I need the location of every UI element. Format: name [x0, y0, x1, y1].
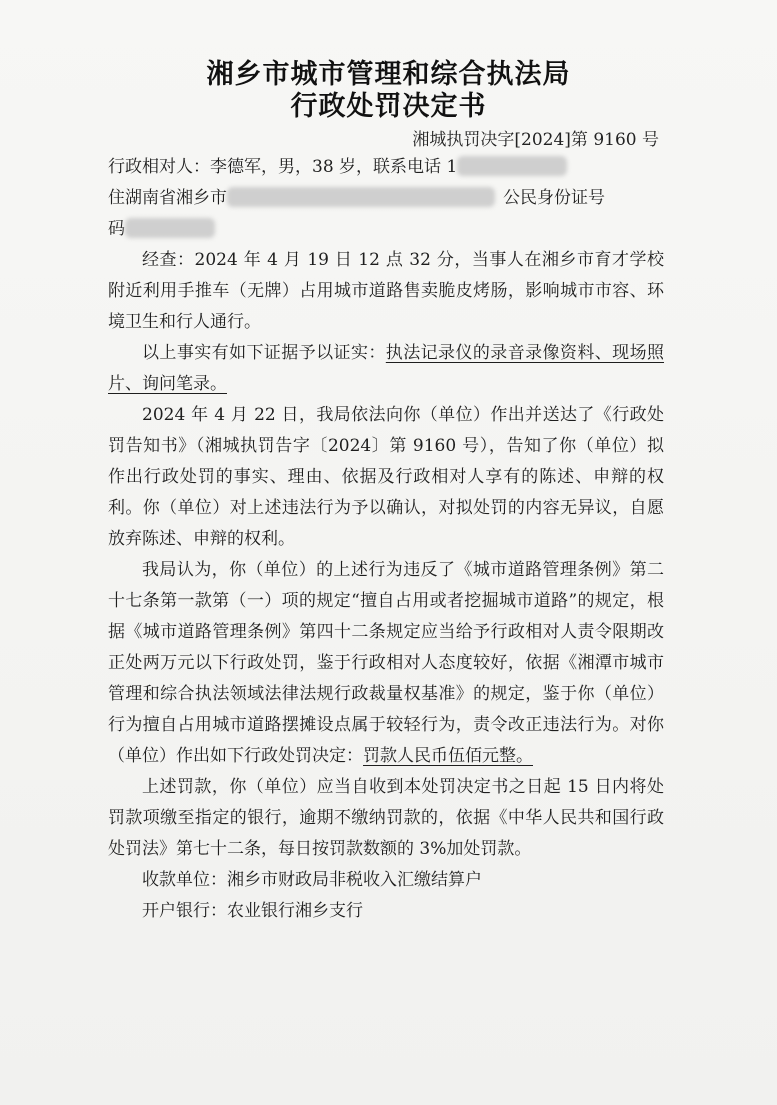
party-id-label-end: 码	[108, 219, 125, 239]
decision-paragraph	[108, 555, 664, 772]
document-title-line1: 湘乡市城市管理和综合执法局	[206, 59, 571, 90]
party-name-phone: 行政相对人：李德军，男，38 岁，联系电话 1	[108, 157, 458, 177]
document-number: 湘城执罚决字[2024]第 9160 号	[412, 130, 659, 150]
party-id-label: 公民身份证号	[503, 188, 605, 208]
evidence-paragraph	[108, 338, 664, 400]
notice-paragraph: 2024 年 4 月 22 日，我局依法向你（单位）作出并送达了《行政处罚告知书》（湘城执罚告字〔2024〕第 9160 号），告知了你（单位）拟作出行政处罚的事实、理由、依据及行政相对人享有的陈述、申辩的权利。你（单位）对上述违法行为予以确认，对拟处罚的内容无异议，自愿放弃陈述、申辩的权利。	[108, 405, 664, 549]
payment-paragraph: 上述罚款，你（单位）应当自收到本处罚决定书之日起 15 日内将处罚款项缴至指定的银行，逾期不缴纳罚款的，依据《中华人民共和国行政处罚法》第七十二条，每日按罚款数额的 3%加处罚款。	[108, 777, 664, 859]
party-line-3	[108, 214, 664, 245]
redacted-address	[227, 187, 495, 207]
party-address-start: 住湖南省湘乡市	[108, 188, 227, 208]
redacted-id-number	[125, 218, 215, 238]
document-body	[108, 152, 664, 927]
penalty-amount: 罚款人民币伍佰元整。	[363, 746, 533, 766]
evidence-prefix: 以上事实有如下证据予以证实：	[142, 343, 386, 363]
redacted-phone	[457, 156, 567, 176]
bank-line: 开户银行：农业银行湘乡支行	[142, 901, 363, 921]
document-title-line2: 行政处罚决定书	[290, 91, 487, 122]
payee-line: 收款单位：湘乡市财政局非税收入汇缴结算户	[142, 870, 482, 890]
decision-text: 我局认为，你（单位）的上述行为违反了《城市道路管理条例》第二十七条第一款第（一）项的规定“擅自占用或者挖掘城市道路”的规定，根据《城市道路管理条例》第四十二条规定应当给予行政相对人责令限期改正处两万元以下行政处罚，鉴于行政相对人态度较好，依据《湘潭市城市管理和综合执法领域法律法规行政裁量权基准》的规定，鉴于你（单位）行为擅自占用城市道路摆摊设点属于较轻行为，责令改正违法行为。对你（单位）作出如下行政处罚决定：	[108, 560, 664, 766]
evidence-list: 执法记录仪的录音录像资料、现场照片、询问笔录。	[108, 343, 665, 394]
party-line-1	[108, 152, 664, 183]
facts-paragraph: 经查：2024 年 4 月 19 日 12 点 32 分，当事人在湘乡市育才学校附近利用手推车（无牌）占用城市道路售卖脆皮烤肠，影响城市市容、环境卫生和行人通行。	[108, 250, 664, 332]
party-line-2	[108, 183, 664, 214]
